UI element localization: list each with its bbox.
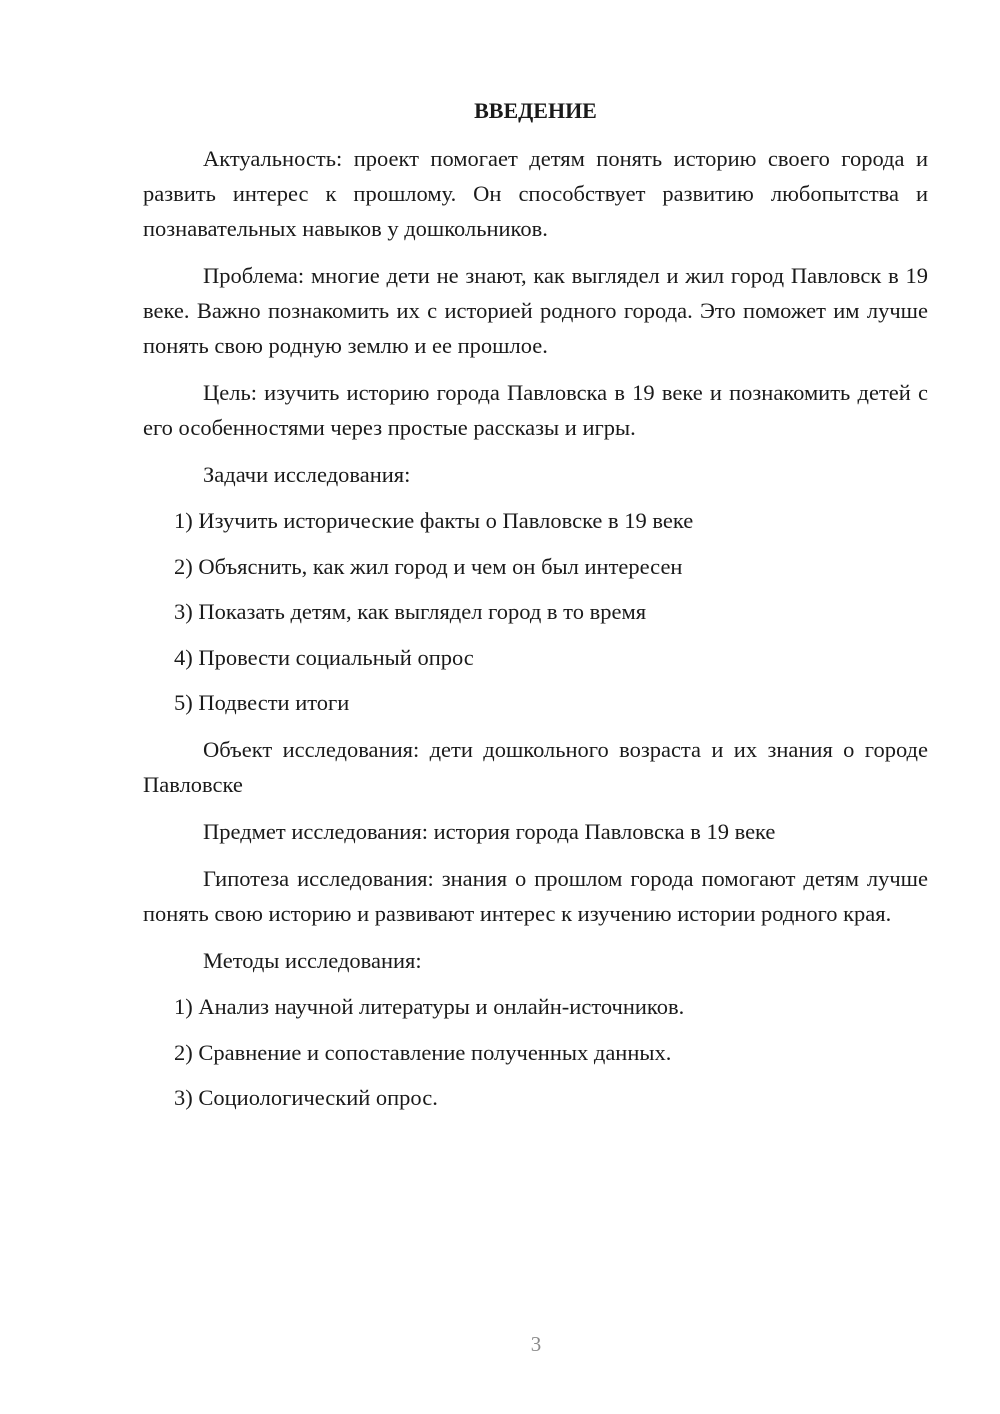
tasks-label: Задачи исследования: [203,462,411,487]
methods-label: Методы исследования: [203,948,422,973]
method-item: 2) Сравнение и сопоставление полученных данных. [174,1039,672,1065]
relevance-paragraph: Актуальность: проект помогает детям понять историю своего города и развить интерес к прошлому. Он способствует развитию любопытства и познавательных навыков у дошкольников. [143,146,928,241]
task-item: 2) Объяснить, как жил город и чем он был интересен [174,553,683,579]
page-content [143,94,928,1127]
hypothesis-paragraph: Гипотеза исследования: знания о прошлом города помогают детям лучше понять свою историю и развивают интерес к изучению истории родного края. [143,866,928,926]
problem-paragraph: Проблема: многие дети не знают, как выглядел и жил город Павловск в 19 веке. Важно познакомить их с историей родного города. Это поможет им лучше понять свою родную землю и ее прошлое. [143,263,928,358]
subject-paragraph: Предмет исследования: история города Павловска в 19 веке [203,819,776,844]
task-item: 3) Показать детям, как выглядел город в то время [174,599,647,624]
task-item: 1) Изучить исторические факты о Павловске в 19 веке [174,508,694,533]
methods-list [143,989,928,1115]
method-item: 3) Социологический опрос. [174,1085,438,1110]
page-number: 3 [530,1332,542,1356]
method-item: 1) Анализ научной литературы и онлайн-источников. [174,994,685,1019]
goal-paragraph: Цель: изучить историю города Павловска в 19 веке и познакомить детей с его особенностями через простые рассказы и игры. [143,380,928,440]
tasks-list [143,503,928,720]
object-paragraph: Объект исследования: дети дошкольного возраста и их знания о городе Павловске [143,737,928,797]
task-item: 5) Подвести итоги [174,690,350,715]
task-item: 4) Провести социальный опрос [174,644,474,670]
page-title: ВВЕДЕНИЕ [474,98,597,123]
